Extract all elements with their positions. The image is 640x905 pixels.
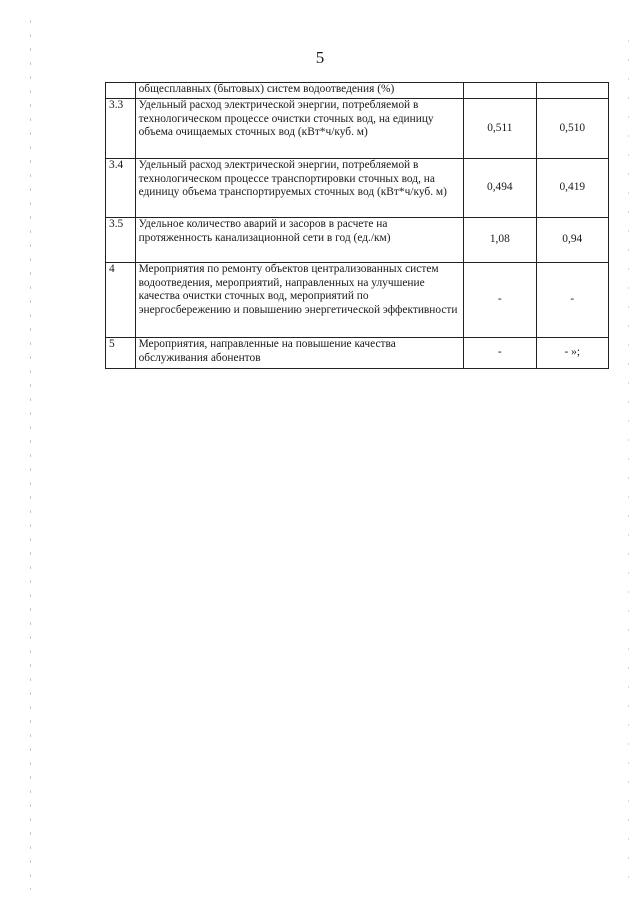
row-value-1-cell	[464, 83, 536, 99]
row-description-cell: Удельный расход электрической энергии, потребляемой в технологическом процессе очистки сточных вод, на единицу объема очищаемых сточных вод (кВт*ч/куб. м)	[135, 99, 464, 159]
row-description-cell: общесплавных (бытовых) систем водоотведения (%)	[135, 83, 464, 99]
row-number-cell: 3.3	[106, 99, 136, 159]
row-number-cell: 4	[106, 263, 136, 338]
row-value-2-cell: 0,94	[536, 218, 608, 263]
row-number-cell: 5	[106, 338, 136, 369]
row-number-cell: 3.5	[106, 218, 136, 263]
row-description-cell: Мероприятия, направленные на повышение качества обслуживания абонентов	[135, 338, 464, 369]
row-value-1-cell: 0,494	[464, 159, 536, 218]
scan-artifact-right	[628, 40, 629, 880]
row-description-cell: Удельное количество аварий и засоров в расчете на протяженность канализационной сети в год (ед./км)	[135, 218, 464, 263]
row-value-1-cell: 0,511	[464, 99, 536, 159]
row-number-cell: 3.4	[106, 159, 136, 218]
row-value-2-cell: -	[536, 263, 608, 338]
row-value-2-cell: 0,510	[536, 99, 608, 159]
row-value-1-cell: -	[464, 263, 536, 338]
row-description-cell: Удельный расход электрической энергии, потребляемой в технологическом процессе транспортировки сточных вод, на единицу объема транспортируемых сточных вод (кВт*ч/куб. м)	[135, 159, 464, 218]
row-value-1-cell: 1,08	[464, 218, 536, 263]
indicators-table	[105, 82, 609, 369]
table-row	[106, 218, 609, 263]
table-row	[106, 99, 609, 159]
table-row	[106, 338, 609, 369]
row-value-2-cell: 0,419	[536, 159, 608, 218]
row-description-cell: Мероприятия по ремонту объектов централизованных систем водоотведения, мероприятий, направленных на улучшение качества очистки сточных вод, мероприятий по энергосбережению и повышению энергетической эффективности	[135, 263, 464, 338]
row-value-1-cell: -	[464, 338, 536, 369]
row-number-cell	[106, 83, 136, 99]
row-value-2-cell: - »;	[536, 338, 608, 369]
scan-artifact-left	[30, 20, 31, 890]
row-value-2-cell	[536, 83, 608, 99]
table-row	[106, 159, 609, 218]
table-row	[106, 263, 609, 338]
page-number: 5	[315, 48, 325, 67]
table-row	[106, 83, 609, 99]
